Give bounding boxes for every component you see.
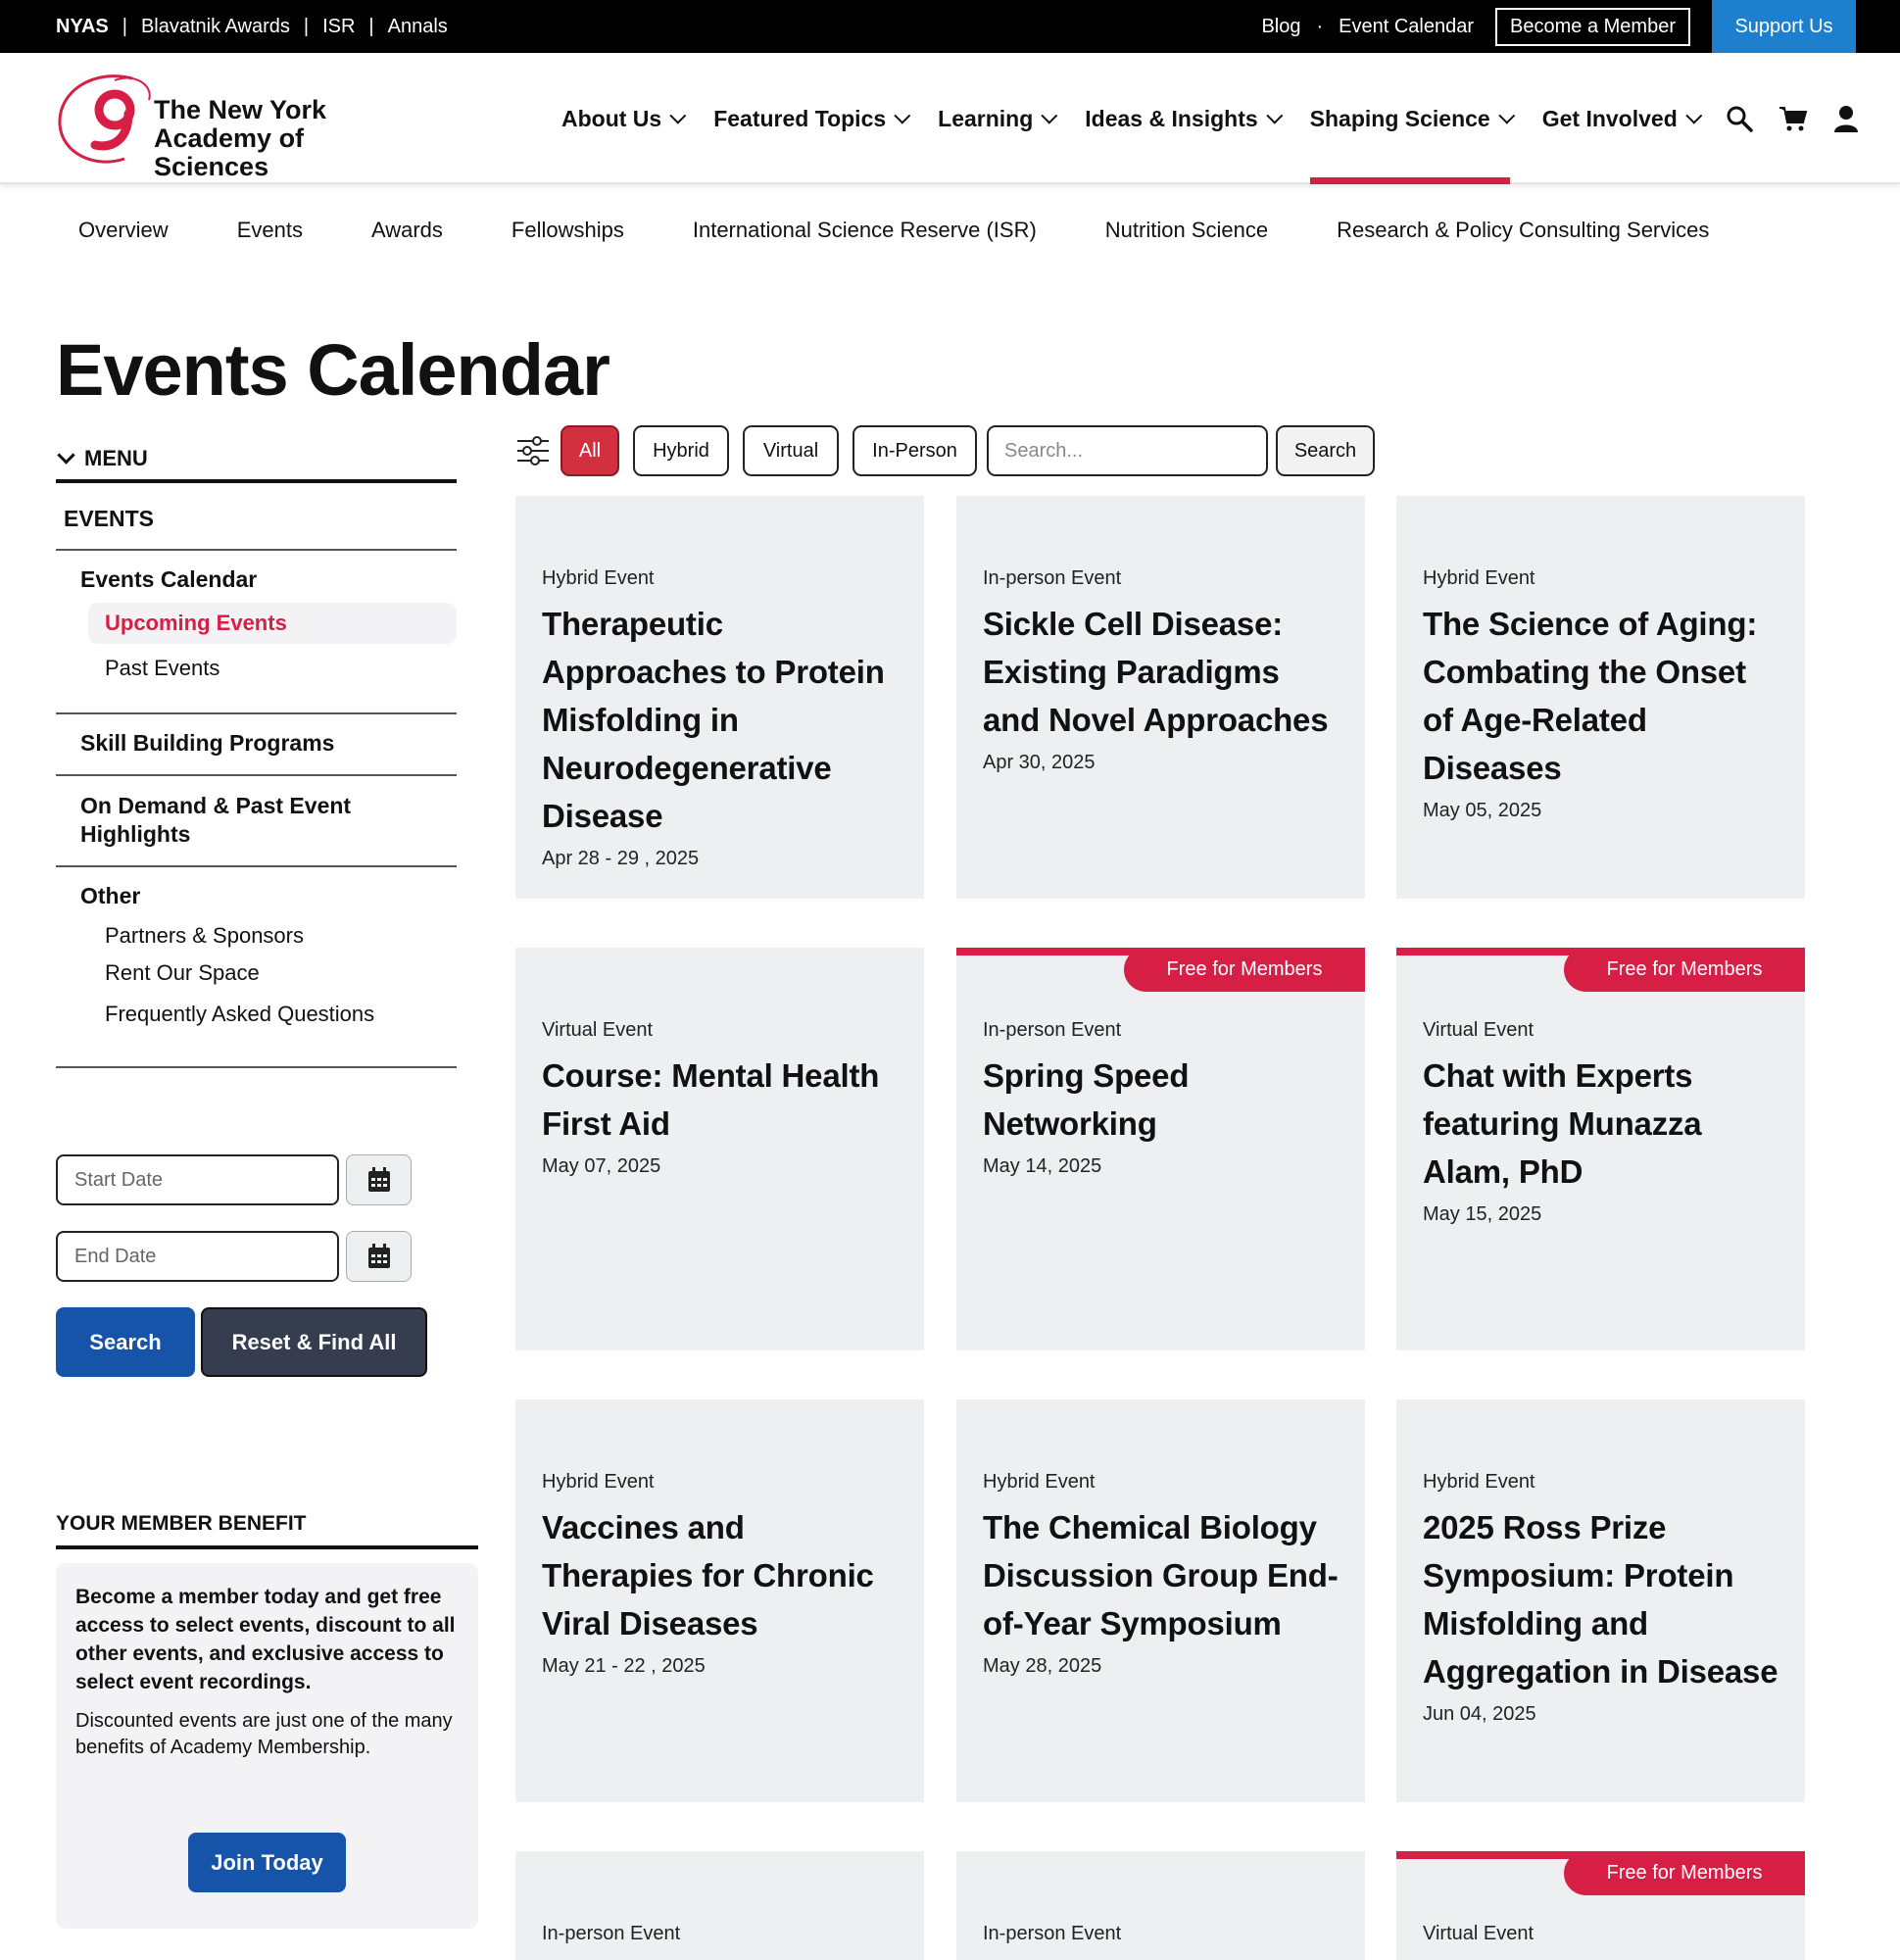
event-date: Jun 04, 2025	[1423, 1703, 1536, 1725]
event-card[interactable]	[515, 1851, 924, 1960]
separator: |	[303, 15, 310, 37]
event-title[interactable]: 2025 Ross Prize Symposium: Protein Misfolding and Aggregation in Disease	[1423, 1509, 1778, 1690]
menu-label: MENU	[84, 446, 148, 470]
blog-link[interactable]: Blog	[1261, 15, 1301, 37]
event-card[interactable]	[515, 1399, 924, 1802]
event-title[interactable]: Course: Mental Health First Aid	[542, 1057, 880, 1142]
event-type: Hybrid Event	[983, 1471, 1096, 1493]
event-type: In-person Event	[983, 1923, 1122, 1944]
subnav-events[interactable]: Events	[236, 218, 303, 242]
sidebar-item-on-demand[interactable]: On Demand & Past Event Highlights	[80, 793, 352, 847]
event-type: Hybrid Event	[1423, 1471, 1535, 1493]
nav-label: About Us	[561, 105, 662, 131]
logo-line-1: The New York	[154, 95, 327, 124]
nav-featured-topics[interactable]	[713, 53, 905, 184]
nyas-logo[interactable]	[56, 71, 409, 181]
page-title: Events Calendar	[56, 329, 609, 411]
event-title[interactable]: Therapeutic Approaches to Protein Misfolding in Neurodegenerative Disease	[542, 606, 885, 834]
event-search-button[interactable]: Search	[1276, 425, 1375, 476]
nav-label: Featured Topics	[713, 105, 887, 131]
start-date-calendar-button[interactable]	[346, 1154, 412, 1205]
support-us-button[interactable]: Support Us	[1712, 0, 1856, 53]
nyas-link[interactable]: NYAS	[56, 15, 109, 37]
sidebar-item-skill-building[interactable]: Skill Building Programs	[80, 730, 335, 756]
header-icons	[1726, 105, 1859, 132]
end-date-input[interactable]: End Date	[56, 1231, 339, 1282]
subnav-research-policy[interactable]: Research & Policy Consulting Services	[1337, 218, 1710, 242]
event-type: Hybrid Event	[1423, 567, 1535, 589]
event-title[interactable]: The Chemical Biology Discussion Group End-of-Year Symposium	[983, 1509, 1339, 1642]
benefit-body-text: Discounted events are just one of the many benefits of Academy Membership.	[75, 1710, 453, 1758]
event-date: May 21 - 22 , 2025	[542, 1655, 706, 1677]
sidebar-events-heading[interactable]: EVENTS	[56, 488, 457, 551]
start-date-input[interactable]: Start Date	[56, 1154, 339, 1205]
event-card[interactable]	[956, 1399, 1365, 1802]
logo-wordmark	[154, 96, 409, 181]
event-type: In-person Event	[983, 1019, 1122, 1041]
member-benefit-box	[56, 1563, 478, 1929]
sidebar-group-other	[56, 867, 457, 1068]
filter-bar	[515, 425, 1375, 476]
section-subnav	[78, 218, 1778, 243]
event-card[interactable]	[956, 948, 1365, 1350]
nav-label: Learning	[938, 105, 1034, 131]
filter-all[interactable]: All	[560, 425, 619, 476]
separator: |	[368, 15, 374, 37]
event-type: Virtual Event	[1423, 1019, 1535, 1041]
filter-sliders-icon[interactable]	[515, 433, 551, 468]
event-calendar-link[interactable]: Event Calendar	[1339, 15, 1475, 37]
sidebar-item-other[interactable]: Other	[80, 883, 141, 908]
nav-about-us[interactable]	[561, 53, 681, 184]
event-type: Virtual Event	[1423, 1923, 1535, 1944]
free-for-members-badge: Free for Members	[1564, 948, 1805, 992]
join-today-button[interactable]: Join Today	[188, 1833, 346, 1892]
date-search-button[interactable]: Search	[56, 1307, 195, 1377]
chevron-down-icon	[1685, 108, 1702, 124]
main-nav	[561, 53, 1859, 184]
event-date: May 14, 2025	[983, 1155, 1102, 1177]
utility-links	[56, 0, 448, 53]
sidebar-item-events-calendar[interactable]: Events Calendar	[80, 566, 258, 592]
free-for-members-badge: Free for Members	[1124, 948, 1365, 992]
sidebar-group-on-demand	[56, 776, 457, 867]
event-search-input[interactable]: Search...	[987, 425, 1268, 476]
event-type: Hybrid Event	[542, 1471, 655, 1493]
filter-in-person[interactable]: In-Person	[853, 425, 977, 476]
event-date: May 15, 2025	[1423, 1203, 1542, 1225]
event-date: Apr 28 - 29 , 2025	[542, 848, 700, 869]
event-title[interactable]: Vaccines and Therapies for Chronic Viral Diseases	[542, 1509, 874, 1642]
nav-ideas-insights[interactable]	[1085, 53, 1277, 184]
cart-icon[interactable]	[1778, 105, 1808, 132]
event-card[interactable]	[1396, 1851, 1805, 1960]
sidebar-menu-toggle[interactable]	[56, 446, 457, 483]
isr-link[interactable]: ISR	[322, 15, 356, 37]
chevron-down-icon	[1266, 108, 1283, 124]
event-card[interactable]	[1396, 496, 1805, 899]
event-title[interactable]: Sickle Cell Disease: Existing Paradigms and Novel Approaches	[983, 606, 1329, 738]
event-card[interactable]	[1396, 948, 1805, 1350]
sidebar-group-events-calendar	[56, 551, 457, 714]
event-type: Hybrid Event	[542, 567, 655, 589]
sidebar-item-upcoming-events[interactable]: Upcoming Events	[88, 603, 457, 644]
subnav-overview[interactable]: Overview	[78, 218, 169, 242]
event-card[interactable]	[956, 496, 1365, 899]
calendar-icon	[367, 1244, 391, 1269]
subnav-fellowships[interactable]: Fellowships	[511, 218, 624, 242]
sidebar-item-past-events[interactable]: Past Events	[105, 656, 220, 680]
account-icon[interactable]	[1833, 105, 1859, 132]
event-type: In-person Event	[542, 1923, 681, 1944]
filter-virtual[interactable]: Virtual	[743, 425, 839, 476]
event-title[interactable]: Spring Speed Networking	[983, 1057, 1190, 1142]
nav-learning[interactable]	[938, 53, 1052, 184]
event-card[interactable]	[515, 948, 924, 1350]
logo-swirl-icon	[56, 71, 164, 169]
benefit-strong-text: Become a member today and get free access to select events, discount to all other events, and exclusive access to select event recordings.	[75, 1586, 456, 1693]
event-type: In-person Event	[983, 567, 1122, 589]
event-title[interactable]: Chat with Experts featuring Munazza Alam, PhD	[1423, 1057, 1702, 1190]
chevron-down-icon	[1498, 108, 1515, 124]
sidebar-item-rent-space[interactable]: Rent Our Space	[105, 960, 260, 985]
event-card[interactable]	[1396, 1399, 1805, 1802]
filter-hybrid[interactable]: Hybrid	[633, 425, 729, 476]
search-icon[interactable]	[1726, 105, 1753, 132]
event-title[interactable]: The Science of Aging: Combating the Onset of Age-Related Diseases	[1423, 606, 1758, 786]
annals-link[interactable]: Annals	[387, 15, 448, 37]
become-member-button[interactable]: Become a Member	[1495, 8, 1690, 46]
chevron-down-icon	[57, 446, 74, 464]
nav-label: Shaping Science	[1309, 105, 1490, 131]
nav-shaping-science[interactable]	[1310, 53, 1510, 184]
calendar-icon	[367, 1167, 391, 1193]
nav-label: Ideas & Insights	[1085, 105, 1258, 131]
nav-label: Get Involved	[1541, 105, 1678, 131]
subnav-isr[interactable]: International Science Reserve (ISR)	[692, 218, 1037, 242]
sidebar-item-faq[interactable]: Frequently Asked Questions	[105, 1002, 375, 1026]
sidebar-group-skill	[56, 714, 457, 776]
end-date-calendar-button[interactable]	[346, 1231, 412, 1282]
separator: |	[122, 15, 127, 37]
main-header	[0, 53, 1900, 184]
event-date: May 05, 2025	[1423, 800, 1542, 821]
nav-get-involved[interactable]	[1542, 53, 1697, 184]
event-type: Virtual Event	[542, 1019, 654, 1041]
event-date: May 07, 2025	[542, 1155, 661, 1177]
sidebar-item-partners[interactable]: Partners & Sponsors	[105, 923, 304, 948]
member-benefit-heading: YOUR MEMBER BENEFIT	[56, 1512, 478, 1549]
utility-bar	[0, 0, 1900, 53]
utility-right	[1261, 0, 1900, 53]
free-for-members-badge: Free for Members	[1564, 1851, 1805, 1895]
chevron-down-icon	[670, 108, 687, 124]
event-date: May 28, 2025	[983, 1655, 1102, 1677]
reset-find-all-button[interactable]: Reset & Find All	[201, 1307, 427, 1377]
event-date: Apr 30, 2025	[983, 752, 1096, 773]
subnav-nutrition[interactable]: Nutrition Science	[1104, 218, 1269, 242]
chevron-down-icon	[894, 108, 910, 124]
separator-dot: ·	[1316, 15, 1324, 37]
blavatnik-link[interactable]: Blavatnik Awards	[140, 15, 290, 37]
chevron-down-icon	[1042, 108, 1058, 124]
event-card[interactable]	[956, 1851, 1365, 1960]
event-card[interactable]	[515, 496, 924, 899]
logo-line-2: Academy of Sciences	[154, 123, 305, 181]
subnav-awards[interactable]: Awards	[370, 218, 443, 242]
